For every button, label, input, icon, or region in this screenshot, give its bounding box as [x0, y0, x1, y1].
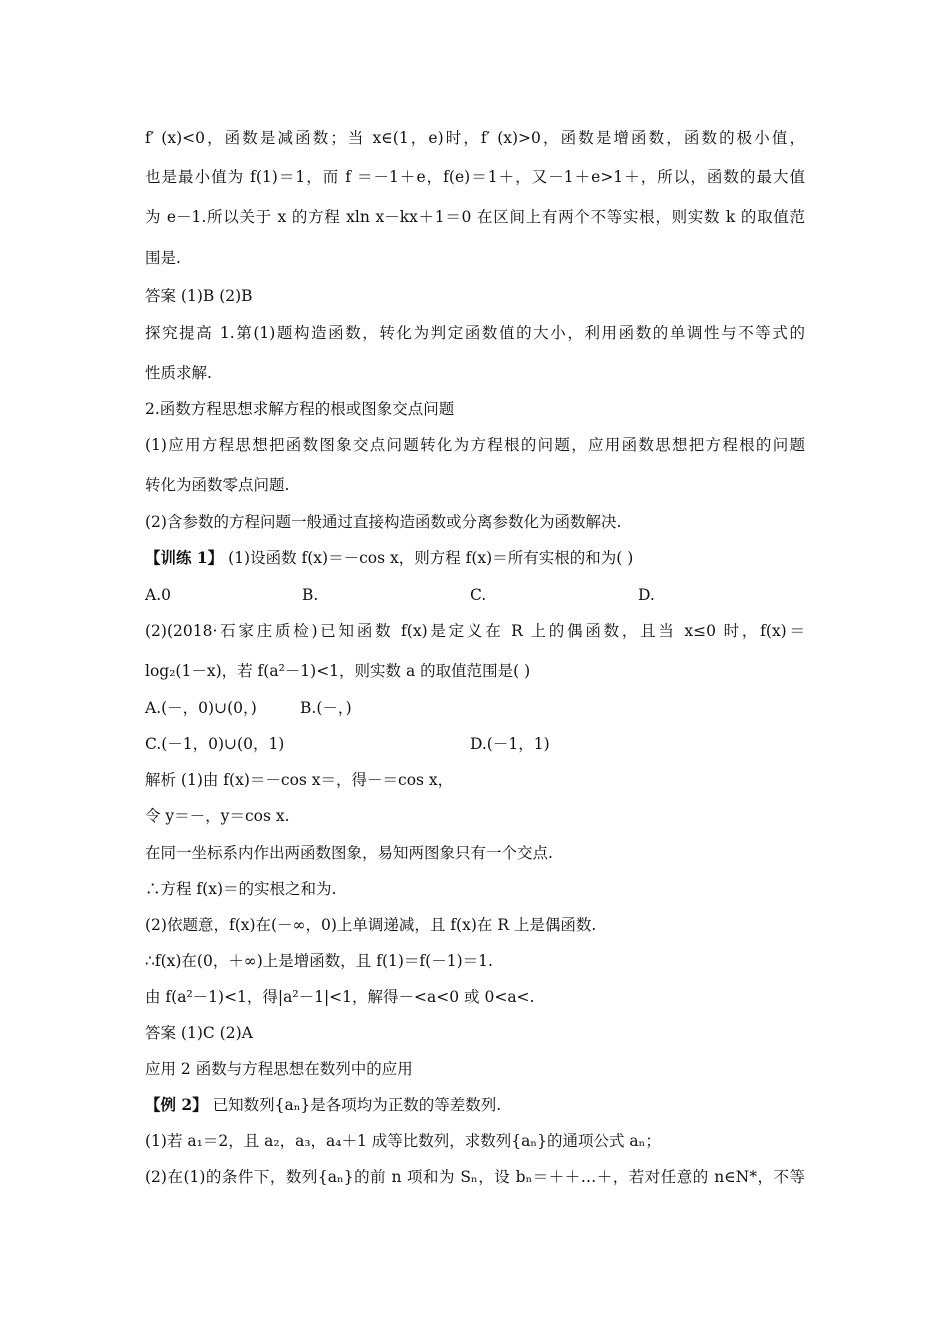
exercise-line — [145, 547, 633, 569]
text-line: (1)若 a₁＝2，且 a₂，a₃，a₄＋1 成等比数列，求数列{aₙ}的通项公式 aₙ； — [145, 1132, 661, 1150]
text-line: (1)应用方程思想把函数图象交点问题转化为方程根的问题，应用函数思想把方程根的问题 — [145, 436, 805, 454]
text-line: ∴f(x)在(0，＋∞)上是增函数，且 f(1)＝f(－1)＝1. — [145, 952, 493, 970]
option-b: B.(－，) — [300, 699, 352, 717]
text-line: (2)(2018·石家庄质检)已知函数 f(x)是定义在 R 上的偶函数，且当 x≤0 时，f(x)＝ — [145, 622, 805, 640]
text-line: 也是最小值为 f(1)＝1，而 f ＝－1＋e，f(e)＝1＋，又－1＋e>1＋，所以，函数的最大值 — [145, 168, 805, 186]
exercise-label: 【训练 1】 — [145, 548, 224, 567]
section-heading: 2.函数方程思想求解方程的根或图象交点问题 — [145, 400, 455, 418]
text-line: 为 e－1.所以关于 x 的方程 xln x－kx＋1＝0 在区间上有两个不等实根，则实数 k 的取值范 — [145, 208, 805, 226]
text-line: f′ (x)<0，函数是减函数；当 x∈(1，e)时，f′ (x)>0，函数是增函数，函数的极小值， — [145, 129, 805, 147]
text-line: 围是. — [145, 249, 181, 267]
option-a: A.(－，0)∪(0，) — [145, 699, 257, 717]
answer-line: 答案 (1)B (2)B — [145, 287, 253, 305]
text-line: 在同一坐标系内作出两函数图象，易知两图象只有一个交点. — [145, 844, 553, 862]
example-label: 【例 2】 — [145, 1095, 208, 1114]
text-line: (2)含参数的方程问题一般通过直接构造函数或分离参数化为函数解决. — [145, 513, 622, 531]
option-a: A.0 — [145, 586, 171, 604]
text-line: 转化为函数零点问题. — [145, 476, 290, 494]
text-line: (2)依题意，f(x)在(－∞，0)上单调递减，且 f(x)在 R 上是偶函数. — [145, 916, 597, 934]
text-line: (2)在(1)的条件下，数列{aₙ}的前 n 项和为 Sₙ，设 bₙ＝＋＋…＋，若对任意的 n∈N*，不等 — [145, 1168, 805, 1186]
text-line: ∴方程 f(x)＝的实根之和为. — [145, 880, 337, 898]
answer-line: 答案 (1)C (2)A — [145, 1024, 253, 1042]
option-d: D. — [638, 586, 655, 604]
text-line: 由 f(a²－1)<1，得|a²－1|<1，解得－<a<0 或 0<a<. — [145, 988, 535, 1006]
text-line: 探究提高 1.第(1)题构造函数，转化为判定函数值的大小，利用函数的单调性与不等式的 — [145, 324, 805, 342]
option-c: C. — [470, 586, 487, 604]
text-line: log₂(1－x)，若 f(a²－1)<1，则实数 a 的取值范围是( ) — [145, 662, 531, 680]
example-line — [145, 1094, 501, 1116]
text-line: 令 y＝－，y＝cos x. — [145, 807, 290, 825]
section-heading: 应用 2 函数与方程思想在数列中的应用 — [145, 1060, 413, 1078]
text-line: 解析 (1)由 f(x)＝－cos x＝，得－＝cos x， — [145, 771, 454, 789]
option-c: C.(－1，0)∪(0，1) — [145, 735, 285, 753]
option-d: D.(－1，1) — [470, 735, 550, 753]
example-text: 已知数列{aₙ}是各项均为正数的等差数列. — [212, 1096, 502, 1114]
exercise-text: (1)设函数 f(x)＝－cos x，则方程 f(x)＝所有实根的和为( ) — [228, 549, 634, 567]
text-line: 性质求解. — [145, 364, 212, 382]
option-b: B. — [302, 586, 319, 604]
